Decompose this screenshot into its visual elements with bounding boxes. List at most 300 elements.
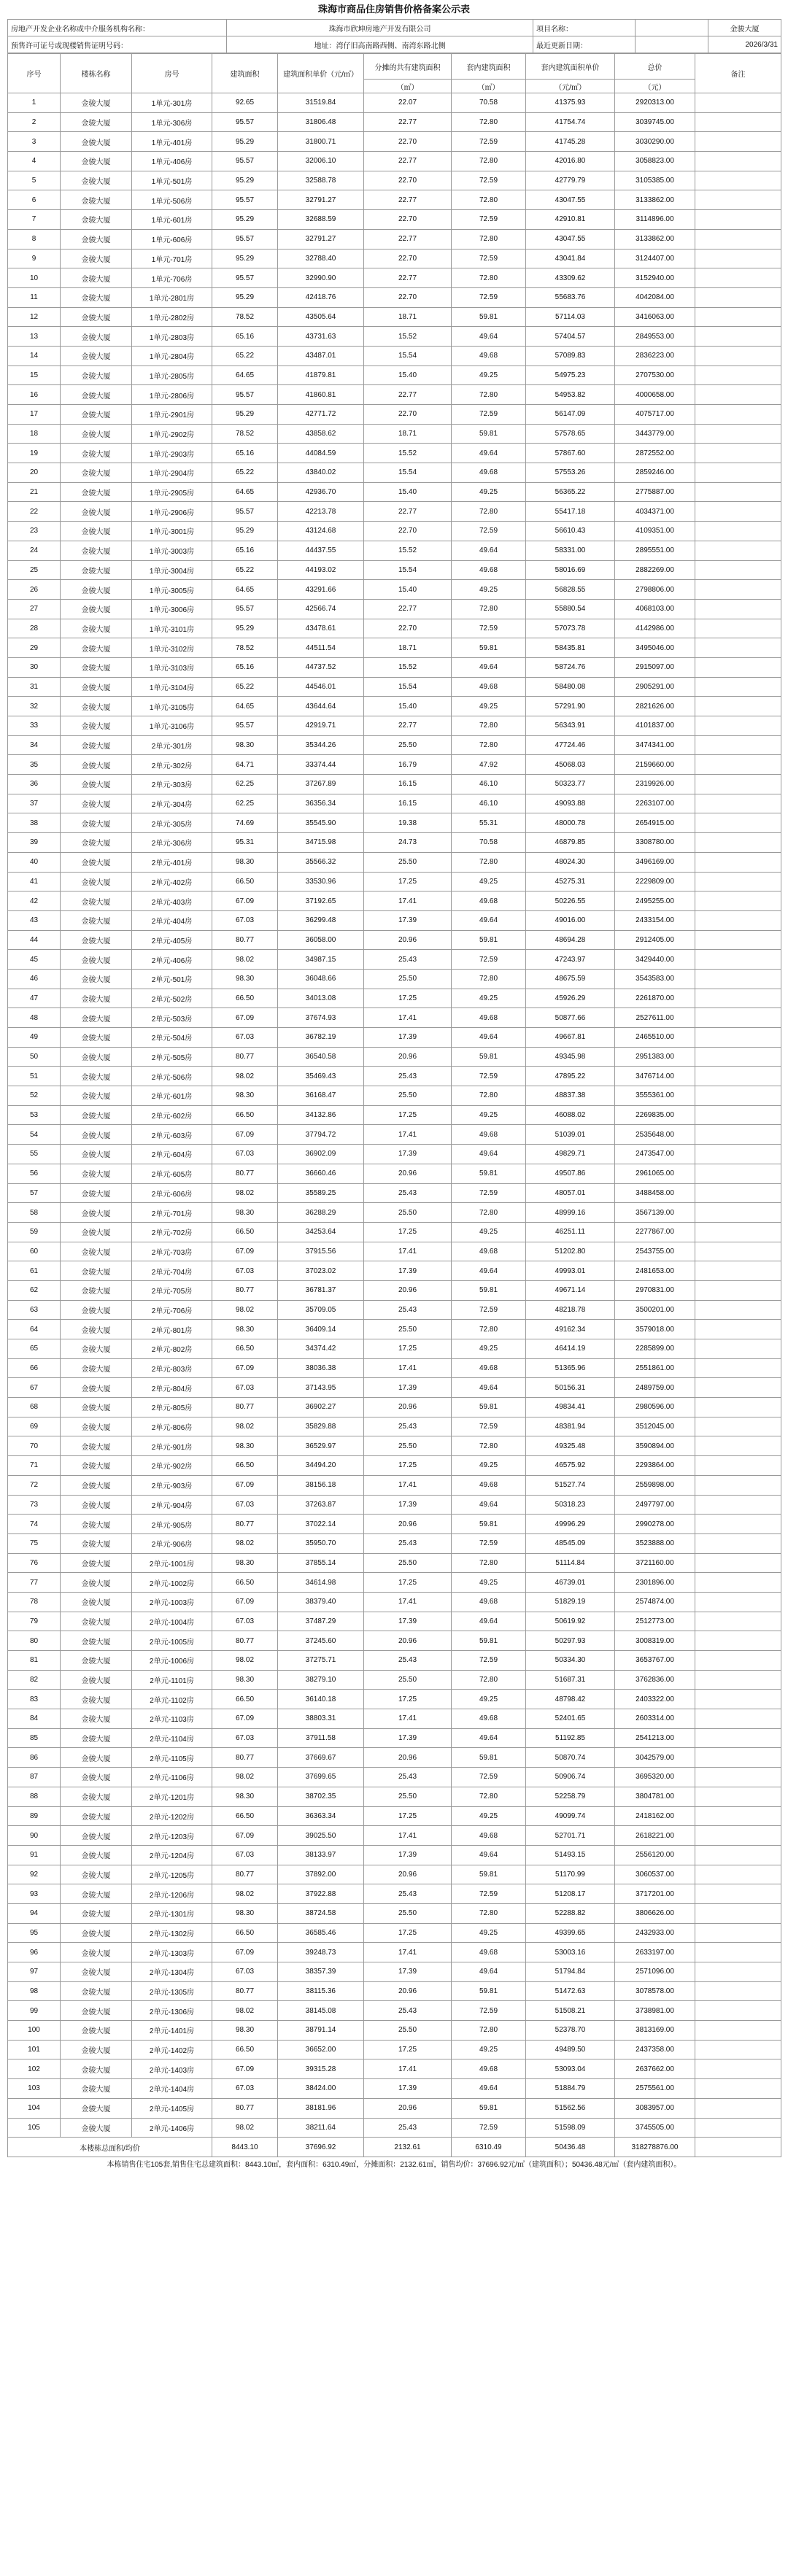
inner-unit-price-cell: 49325.48 xyxy=(526,1436,615,1456)
building-name-cell: 金骏大厦 xyxy=(61,891,132,911)
remark-cell xyxy=(695,969,781,989)
inner-unit-price-cell: 46575.92 xyxy=(526,1456,615,1476)
row-index-cell: 90 xyxy=(8,1826,61,1846)
table-row xyxy=(8,152,781,171)
remark-cell xyxy=(695,1280,781,1300)
building-name-cell: 金骏大厦 xyxy=(61,424,132,444)
remark-cell xyxy=(695,599,781,619)
remark-cell xyxy=(695,249,781,268)
total-price-cell: 2990278.00 xyxy=(615,1515,695,1534)
table-row xyxy=(8,1631,781,1651)
area-unit-price-cell: 32588.78 xyxy=(278,171,364,190)
remark-cell xyxy=(695,1475,781,1495)
building-area-cell: 95.29 xyxy=(212,287,278,307)
area-unit-price-cell: 41879.81 xyxy=(278,365,364,385)
row-index-cell: 28 xyxy=(8,619,61,638)
inner-area-cell: 49.68 xyxy=(452,1709,526,1729)
building-area-cell: 95.57 xyxy=(212,152,278,171)
shared-area-cell: 17.25 xyxy=(364,1222,452,1242)
building-name-cell: 金骏大厦 xyxy=(61,1670,132,1690)
inner-unit-price-cell: 45926.29 xyxy=(526,989,615,1008)
inner-area-cell: 72.80 xyxy=(452,229,526,249)
inner-unit-price-cell: 51208.17 xyxy=(526,1884,615,1904)
area-unit-price-cell: 38803.31 xyxy=(278,1709,364,1729)
inner-area-cell: 72.59 xyxy=(452,1533,526,1553)
row-index-cell: 76 xyxy=(8,1553,61,1573)
building-name-cell: 金骏大厦 xyxy=(61,1436,132,1456)
row-index-cell: 7 xyxy=(8,210,61,230)
building-name-cell: 金骏大厦 xyxy=(61,541,132,560)
building-area-cell: 65.22 xyxy=(212,463,278,483)
table-row xyxy=(8,1826,781,1846)
inner-unit-price-cell: 54953.82 xyxy=(526,385,615,405)
table-row xyxy=(8,775,781,794)
building-area-cell: 66.50 xyxy=(212,2040,278,2059)
area-unit-price-cell: 42213.78 xyxy=(278,502,364,522)
total-price-cell: 2618221.00 xyxy=(615,1826,695,1846)
shared-area-cell: 16.15 xyxy=(364,794,452,813)
shared-area-cell: 17.39 xyxy=(364,1261,452,1281)
room-number-cell: 2单元-1002房 xyxy=(132,1573,212,1593)
area-unit-price-cell: 31519.84 xyxy=(278,93,364,113)
row-index-cell: 100 xyxy=(8,2021,61,2041)
building-area-cell: 67.09 xyxy=(212,1709,278,1729)
inner-area-cell: 72.80 xyxy=(452,112,526,132)
inner-unit-price-cell: 48798.42 xyxy=(526,1690,615,1709)
room-number-cell: 2单元-801房 xyxy=(132,1320,212,1339)
row-index-cell: 11 xyxy=(8,287,61,307)
inner-area-cell: 49.64 xyxy=(452,541,526,560)
row-index-cell: 69 xyxy=(8,1417,61,1436)
shared-area-cell: 17.25 xyxy=(364,1923,452,1943)
inner-unit-price-cell: 51493.15 xyxy=(526,1845,615,1865)
unit-cell: （㎡） xyxy=(364,80,452,93)
area-unit-price-cell: 37669.67 xyxy=(278,1748,364,1768)
area-unit-price-cell: 36288.29 xyxy=(278,1203,364,1223)
room-number-cell: 2单元-904房 xyxy=(132,1495,212,1515)
remark-cell xyxy=(695,2098,781,2118)
total-price-cell: 2512773.00 xyxy=(615,1612,695,1631)
building-area-cell: 62.25 xyxy=(212,794,278,813)
inner-unit-price-cell: 49996.29 xyxy=(526,1515,615,1534)
building-area-cell: 95.29 xyxy=(212,522,278,541)
inner-unit-price-cell: 55880.54 xyxy=(526,599,615,619)
remark-cell xyxy=(695,1709,781,1729)
building-name-cell: 金骏大厦 xyxy=(61,1417,132,1436)
area-unit-price-cell: 32791.27 xyxy=(278,190,364,210)
area-unit-price-cell: 39248.73 xyxy=(278,1943,364,1962)
shared-area-cell: 20.96 xyxy=(364,1398,452,1417)
table-row xyxy=(8,365,781,385)
table-row xyxy=(8,969,781,989)
shared-area-cell: 20.96 xyxy=(364,1515,452,1534)
total-price-cell: 3500201.00 xyxy=(615,1300,695,1320)
building-name-cell: 金骏大厦 xyxy=(61,1125,132,1145)
remark-cell xyxy=(695,1515,781,1534)
inner-unit-price-cell: 48000.78 xyxy=(526,813,615,833)
building-name-cell: 金骏大厦 xyxy=(61,1962,132,1982)
room-number-cell: 2单元-1104房 xyxy=(132,1728,212,1748)
row-index-cell: 16 xyxy=(8,385,61,405)
area-unit-price-cell: 42771.72 xyxy=(278,405,364,425)
shared-area-cell: 25.50 xyxy=(364,1787,452,1806)
shared-area-cell: 20.96 xyxy=(364,1047,452,1067)
page-title: 珠海市商品住房销售价格备案公示表 xyxy=(317,4,470,15)
area-unit-price-cell: 43505.64 xyxy=(278,307,364,327)
total-price-cell: 3762836.00 xyxy=(615,1670,695,1690)
building-name-cell: 金骏大厦 xyxy=(61,1300,132,1320)
area-unit-price-cell: 35344.26 xyxy=(278,735,364,755)
row-index-cell: 50 xyxy=(8,1047,61,1067)
remark-cell xyxy=(695,112,781,132)
building-name-cell: 金骏大厦 xyxy=(61,1261,132,1281)
room-number-cell: 2单元-1404房 xyxy=(132,2079,212,2099)
building-area-cell: 80.77 xyxy=(212,1515,278,1534)
room-number-cell: 2单元-902房 xyxy=(132,1456,212,1476)
row-index-cell: 42 xyxy=(8,891,61,911)
shared-area-cell: 17.41 xyxy=(364,1826,452,1846)
building-area-cell: 67.09 xyxy=(212,1826,278,1846)
building-area-cell: 74.69 xyxy=(212,813,278,833)
inner-unit-price-cell: 46251.11 xyxy=(526,1222,615,1242)
total-price-cell: 2418162.00 xyxy=(615,1806,695,1826)
header-cell: 建筑面积单价（元/㎡） xyxy=(278,54,364,93)
building-area-cell: 98.30 xyxy=(212,852,278,872)
building-name-cell: 金骏大厦 xyxy=(61,268,132,288)
remark-cell xyxy=(695,950,781,970)
building-area-cell: 78.52 xyxy=(212,307,278,327)
table-row xyxy=(8,1475,781,1495)
table-row xyxy=(8,1300,781,1320)
inner-area-cell: 49.64 xyxy=(452,1962,526,1982)
remark-cell xyxy=(695,405,781,425)
area-unit-price-cell: 36140.18 xyxy=(278,1690,364,1709)
room-number-cell: 2单元-605房 xyxy=(132,1164,212,1183)
shared-area-cell: 22.77 xyxy=(364,152,452,171)
inner-unit-price-cell: 51598.09 xyxy=(526,2118,615,2138)
table-row xyxy=(8,1573,781,1593)
building-area-cell: 64.71 xyxy=(212,755,278,775)
remark-cell xyxy=(695,482,781,502)
building-name-cell: 金骏大厦 xyxy=(61,249,132,268)
remark-cell xyxy=(695,1962,781,1982)
room-number-cell: 2单元-705房 xyxy=(132,1280,212,1300)
inner-area-cell: 72.80 xyxy=(452,599,526,619)
room-number-cell: 2单元-1302房 xyxy=(132,1923,212,1943)
room-number-cell: 2单元-403房 xyxy=(132,891,212,911)
inner-area-cell: 70.58 xyxy=(452,833,526,853)
table-row xyxy=(8,405,781,425)
room-number-cell: 2单元-706房 xyxy=(132,1300,212,1320)
shared-area-cell: 22.70 xyxy=(364,249,452,268)
room-number-cell: 1单元-3104房 xyxy=(132,677,212,697)
shared-area-cell: 16.79 xyxy=(364,755,452,775)
inner-unit-price-cell: 48675.59 xyxy=(526,969,615,989)
inner-unit-price-cell: 52378.70 xyxy=(526,2021,615,2041)
row-index-cell: 47 xyxy=(8,989,61,1008)
building-area-cell: 62.25 xyxy=(212,775,278,794)
row-index-cell: 91 xyxy=(8,1845,61,1865)
shared-area-cell: 15.52 xyxy=(364,327,452,347)
room-number-cell: 1单元-3003房 xyxy=(132,541,212,560)
unit-cell: （元/㎡） xyxy=(526,80,615,93)
total-price-cell: 3042579.00 xyxy=(615,1748,695,1768)
area-unit-price-cell: 36902.09 xyxy=(278,1145,364,1164)
inner-area-cell: 72.80 xyxy=(452,1203,526,1223)
row-index-cell: 78 xyxy=(8,1592,61,1612)
inner-area-cell: 72.59 xyxy=(452,1651,526,1671)
room-number-cell: 1单元-3106房 xyxy=(132,716,212,736)
area-unit-price-cell: 36540.58 xyxy=(278,1047,364,1067)
shared-area-cell: 22.77 xyxy=(364,385,452,405)
area-unit-price-cell: 42936.70 xyxy=(278,482,364,502)
building-name-cell: 金骏大厦 xyxy=(61,775,132,794)
total-price-cell: 3124407.00 xyxy=(615,249,695,268)
row-index-cell: 10 xyxy=(8,268,61,288)
building-area-cell: 65.16 xyxy=(212,657,278,677)
shared-area-cell: 17.41 xyxy=(364,891,452,911)
total-price-cell: 3443779.00 xyxy=(615,424,695,444)
row-index-cell: 34 xyxy=(8,735,61,755)
remark-cell xyxy=(695,1028,781,1048)
building-area-cell: 98.02 xyxy=(212,1768,278,1787)
inner-area-cell: 59.81 xyxy=(452,1164,526,1183)
table-row xyxy=(8,1047,781,1067)
remark-cell xyxy=(695,1047,781,1067)
area-unit-price-cell: 36781.37 xyxy=(278,1280,364,1300)
inner-unit-price-cell: 51365.96 xyxy=(526,1358,615,1378)
building-name-cell: 金骏大厦 xyxy=(61,1651,132,1671)
room-number-cell: 1单元-3102房 xyxy=(132,638,212,658)
area-unit-price-cell: 35566.32 xyxy=(278,852,364,872)
shared-area-cell: 22.77 xyxy=(364,112,452,132)
inner-area-cell: 49.68 xyxy=(452,1008,526,1028)
area-unit-price-cell: 43291.66 xyxy=(278,580,364,600)
shared-area-cell: 20.96 xyxy=(364,1981,452,2001)
room-number-cell: 1单元-601房 xyxy=(132,210,212,230)
table-row xyxy=(8,619,781,638)
table-row xyxy=(8,502,781,522)
building-name-cell: 金骏大厦 xyxy=(61,463,132,483)
total-price-cell: 3695320.00 xyxy=(615,1768,695,1787)
building-name-cell: 金骏大厦 xyxy=(61,2021,132,2041)
remark-cell xyxy=(695,1398,781,1417)
remark-cell xyxy=(695,1670,781,1690)
row-index-cell: 30 xyxy=(8,657,61,677)
room-number-cell: 2单元-601房 xyxy=(132,1086,212,1106)
total-price-cell: 3105385.00 xyxy=(615,171,695,190)
building-area-cell: 67.03 xyxy=(212,1728,278,1748)
inner-area-cell: 59.81 xyxy=(452,1865,526,1884)
total-price-cell: 3488458.00 xyxy=(615,1183,695,1203)
total-price-cell: 2481653.00 xyxy=(615,1261,695,1281)
shared-area-cell: 20.96 xyxy=(364,930,452,950)
inner-area-cell: 59.81 xyxy=(452,638,526,658)
area-unit-price-cell: 36660.46 xyxy=(278,1164,364,1183)
shared-area-cell: 15.54 xyxy=(364,346,452,365)
shared-area-cell: 17.39 xyxy=(364,1145,452,1164)
total-price-cell: 2905291.00 xyxy=(615,677,695,697)
row-index-cell: 93 xyxy=(8,1884,61,1904)
inner-unit-price-cell: 49099.74 xyxy=(526,1806,615,1826)
inner-area-cell: 49.25 xyxy=(452,989,526,1008)
table-row xyxy=(8,171,781,190)
building-name-cell: 金骏大厦 xyxy=(61,444,132,463)
building-name-cell: 金骏大厦 xyxy=(61,346,132,365)
inner-unit-price-cell: 51794.84 xyxy=(526,1962,615,1982)
inner-unit-price-cell: 43047.55 xyxy=(526,229,615,249)
remark-cell xyxy=(695,1242,781,1261)
total-price-cell: 3495046.00 xyxy=(615,638,695,658)
table-row xyxy=(8,638,781,658)
inner-unit-price-cell: 50877.66 xyxy=(526,1008,615,1028)
shared-area-cell: 22.70 xyxy=(364,287,452,307)
shared-area-cell: 18.71 xyxy=(364,638,452,658)
inner-unit-price-cell: 46739.01 xyxy=(526,1573,615,1593)
inner-area-cell: 46.10 xyxy=(452,794,526,813)
inner-unit-price-cell: 41754.74 xyxy=(526,112,615,132)
building-name-cell: 金骏大厦 xyxy=(61,1242,132,1261)
project-info-table xyxy=(7,19,781,53)
remark-cell xyxy=(695,1651,781,1671)
inner-unit-price-cell: 49834.41 xyxy=(526,1398,615,1417)
building-name-cell: 金骏大厦 xyxy=(61,171,132,190)
total-price-cell: 2882269.00 xyxy=(615,560,695,580)
area-unit-price-cell: 38424.00 xyxy=(278,2079,364,2099)
row-index-cell: 95 xyxy=(8,1923,61,1943)
shared-area-cell: 22.77 xyxy=(364,229,452,249)
row-index-cell: 89 xyxy=(8,1806,61,1826)
area-unit-price-cell: 41860.81 xyxy=(278,385,364,405)
header-cell: 建筑面积 xyxy=(212,54,278,93)
inner-area-cell: 49.64 xyxy=(452,657,526,677)
inner-unit-price-cell: 51562.56 xyxy=(526,2098,615,2118)
remark-cell xyxy=(695,1943,781,1962)
building-name-cell: 金骏大厦 xyxy=(61,2118,132,2138)
date-spacer xyxy=(636,36,708,53)
inner-unit-price-cell: 52258.79 xyxy=(526,1787,615,1806)
area-unit-price-cell: 36058.00 xyxy=(278,930,364,950)
row-index-cell: 54 xyxy=(8,1125,61,1145)
building-area-cell: 98.30 xyxy=(212,1553,278,1573)
row-index-cell: 55 xyxy=(8,1145,61,1164)
shared-area-cell: 17.39 xyxy=(364,1728,452,1748)
building-area-cell: 67.03 xyxy=(212,1962,278,1982)
area-unit-price-cell: 37855.14 xyxy=(278,1553,364,1573)
total-price-cell: 3653767.00 xyxy=(615,1651,695,1671)
building-area-cell: 66.50 xyxy=(212,1573,278,1593)
table-row xyxy=(8,541,781,560)
inner-unit-price-cell: 48999.16 xyxy=(526,1203,615,1223)
area-unit-price-cell: 38211.64 xyxy=(278,2118,364,2138)
area-unit-price-cell: 37022.14 xyxy=(278,1515,364,1534)
shared-area-cell: 20.96 xyxy=(364,1748,452,1768)
row-index-cell: 67 xyxy=(8,1378,61,1398)
remark-cell xyxy=(695,132,781,152)
area-unit-price-cell: 37911.58 xyxy=(278,1728,364,1748)
shared-area-cell: 25.50 xyxy=(364,1436,452,1456)
remark-cell xyxy=(695,1203,781,1223)
remark-cell xyxy=(695,1826,781,1846)
room-number-cell: 1单元-3101房 xyxy=(132,619,212,638)
remark-cell xyxy=(695,93,781,113)
area-unit-price-cell: 32788.40 xyxy=(278,249,364,268)
table-row xyxy=(8,190,781,210)
room-number-cell: 1单元-2805房 xyxy=(132,365,212,385)
room-number-cell: 2单元-903房 xyxy=(132,1475,212,1495)
total-price-cell: 4000658.00 xyxy=(615,385,695,405)
building-area-cell: 67.03 xyxy=(212,1261,278,1281)
total-price-cell: 2437358.00 xyxy=(615,2040,695,2059)
table-row xyxy=(8,1436,781,1456)
inner-area-cell: 72.80 xyxy=(452,735,526,755)
shared-area-cell: 22.70 xyxy=(364,405,452,425)
area-unit-price-cell: 31806.48 xyxy=(278,112,364,132)
building-area-cell: 98.02 xyxy=(212,1533,278,1553)
room-number-cell: 2单元-603房 xyxy=(132,1125,212,1145)
building-area-cell: 66.50 xyxy=(212,1923,278,1943)
building-area-cell: 64.65 xyxy=(212,482,278,502)
row-index-cell: 40 xyxy=(8,852,61,872)
building-name-cell: 金骏大厦 xyxy=(61,813,132,833)
remark-cell xyxy=(695,852,781,872)
inner-unit-price-cell: 50906.74 xyxy=(526,1768,615,1787)
total-price-cell: 2465510.00 xyxy=(615,1028,695,1048)
building-area-cell: 66.50 xyxy=(212,1105,278,1125)
shared-area-cell: 17.41 xyxy=(364,1242,452,1261)
inner-unit-price-cell: 49093.88 xyxy=(526,794,615,813)
total-price-cell: 3590894.00 xyxy=(615,1436,695,1456)
area-unit-price-cell: 44737.52 xyxy=(278,657,364,677)
area-unit-price-cell: 37487.29 xyxy=(278,1612,364,1631)
inner-unit-price-cell: 57089.83 xyxy=(526,346,615,365)
table-row xyxy=(8,1164,781,1183)
row-index-cell: 9 xyxy=(8,249,61,268)
inner-unit-price-cell: 50323.77 xyxy=(526,775,615,794)
shared-area-cell: 24.73 xyxy=(364,833,452,853)
room-number-cell: 2单元-806房 xyxy=(132,1417,212,1436)
table-row xyxy=(8,1592,781,1612)
table-row xyxy=(8,385,781,405)
building-name-cell: 金骏大厦 xyxy=(61,482,132,502)
total-price-cell: 3745505.00 xyxy=(615,2118,695,2138)
remark-cell xyxy=(695,2021,781,2041)
shared-area-cell: 17.41 xyxy=(364,2059,452,2079)
header-cell: 总价 xyxy=(615,54,695,80)
table-row xyxy=(8,1008,781,1028)
building-name-cell: 金骏大厦 xyxy=(61,1748,132,1768)
area-unit-price-cell: 43478.61 xyxy=(278,619,364,638)
inner-area-cell: 49.68 xyxy=(452,346,526,365)
inner-area-cell: 72.80 xyxy=(452,1320,526,1339)
building-area-cell: 65.22 xyxy=(212,677,278,697)
area-unit-price-cell: 37275.71 xyxy=(278,1651,364,1671)
table-row xyxy=(8,1339,781,1359)
building-area-cell: 95.29 xyxy=(212,132,278,152)
room-number-cell: 2单元-901房 xyxy=(132,1436,212,1456)
shared-area-cell: 15.40 xyxy=(364,482,452,502)
table-row xyxy=(8,1670,781,1690)
inner-unit-price-cell: 45068.03 xyxy=(526,755,615,775)
area-unit-price-cell: 37192.65 xyxy=(278,891,364,911)
room-number-cell: 1单元-3005房 xyxy=(132,580,212,600)
inner-area-cell: 72.59 xyxy=(452,619,526,638)
remark-cell xyxy=(695,755,781,775)
inner-area-cell: 49.25 xyxy=(452,1339,526,1359)
room-number-cell: 1单元-3103房 xyxy=(132,657,212,677)
row-index-cell: 5 xyxy=(8,171,61,190)
shared-area-cell: 22.07 xyxy=(364,93,452,113)
